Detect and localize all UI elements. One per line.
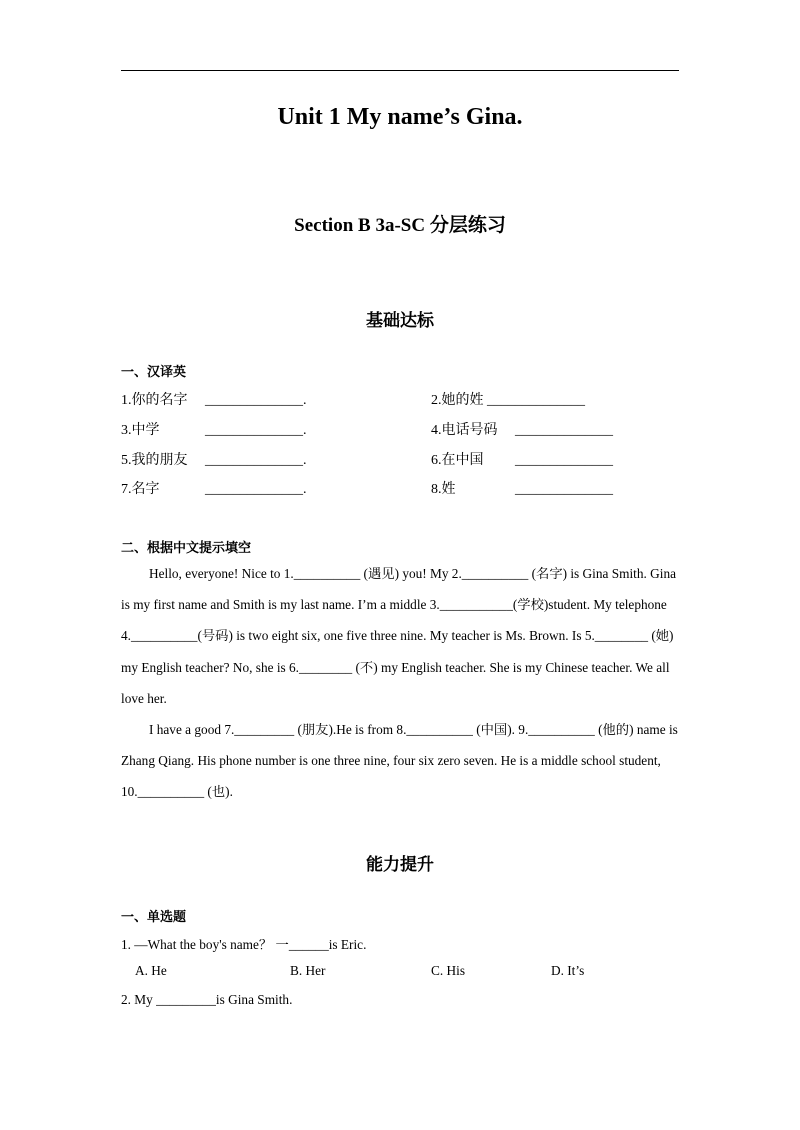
- part1-heading: 一、汉译英: [121, 365, 187, 380]
- option-c: C. His: [431, 963, 465, 978]
- vocab-item-8: [431, 478, 613, 498]
- vocab-label: 6.在中国: [431, 453, 484, 468]
- answer-blank: ______________: [515, 482, 613, 497]
- answer-blank: ______________: [515, 453, 613, 468]
- vocab-label: 7.名字: [121, 482, 160, 497]
- vocab-label: 5.我的朋友: [121, 453, 188, 468]
- answer-blank: ______________.: [205, 482, 307, 497]
- vocab-item-4: [431, 419, 613, 439]
- passage-paragraph-2: I have a good 7._________ (朋友).He is from 8.__________ (中国). 9.__________ (他的) name is Zhang Qiang. His phone number is one three nine, four six zero seven. He is a middle school student, 10.__________ (也).: [121, 722, 678, 800]
- answer-blank: ______________.: [205, 393, 307, 408]
- vocab-item-1: [121, 389, 307, 409]
- vocab-label: 3.中学: [121, 423, 160, 438]
- answer-blank: ______________.: [205, 423, 307, 438]
- question-2: 2. My _________is Gina Smith.: [121, 992, 293, 1007]
- vocab-item-2: [431, 389, 585, 409]
- top-rule: [121, 70, 679, 71]
- vocab-item-7: [121, 478, 307, 498]
- part2-heading: 二、根据中文提示填空: [121, 541, 252, 556]
- answer-blank: ______________: [487, 393, 585, 408]
- vocab-label: 4.电话号码: [431, 423, 498, 438]
- vocab-label: 1.你的名字: [121, 393, 188, 408]
- document-title: Unit 1 My name’s Gina.: [277, 104, 523, 130]
- vocab-item-6: [431, 449, 613, 469]
- answer-blank: ______________.: [205, 453, 307, 468]
- vocab-label: 2.她的姓: [431, 393, 484, 408]
- question-1: 1. —What the boy's name？ 一______is Eric.: [121, 937, 367, 952]
- vocab-label: 8.姓: [431, 482, 456, 497]
- passage-paragraph-1: Hello, everyone! Nice to 1.__________ (遇见) you! My 2.__________ (名字) is Gina Smith. Gina is my first name and Smith is my last name. I’m a middle 3.___________(学校)student. My telephone 4.__________(号码) is two eight six, one five three nine. My teacher is Ms. Brown. Is 5.________ (她) my English teacher? No, she is 6.________ (不) my English teacher. She is my Chinese teacher. We all love her.: [121, 566, 676, 706]
- option-d: D. It’s: [551, 963, 585, 978]
- choice-heading: 一、单选题: [121, 910, 187, 925]
- vocab-item-5: [121, 449, 307, 469]
- cloze-passage: [121, 558, 681, 808]
- level1-title: 基础达标: [366, 311, 434, 331]
- document-subtitle: Section B 3a-SC 分层练习: [294, 215, 506, 236]
- option-a: A. He: [135, 963, 167, 978]
- level2-title: 能力提升: [366, 855, 434, 875]
- option-b: B. Her: [290, 963, 326, 978]
- vocab-item-3: [121, 419, 307, 439]
- answer-blank: ______________: [515, 423, 613, 438]
